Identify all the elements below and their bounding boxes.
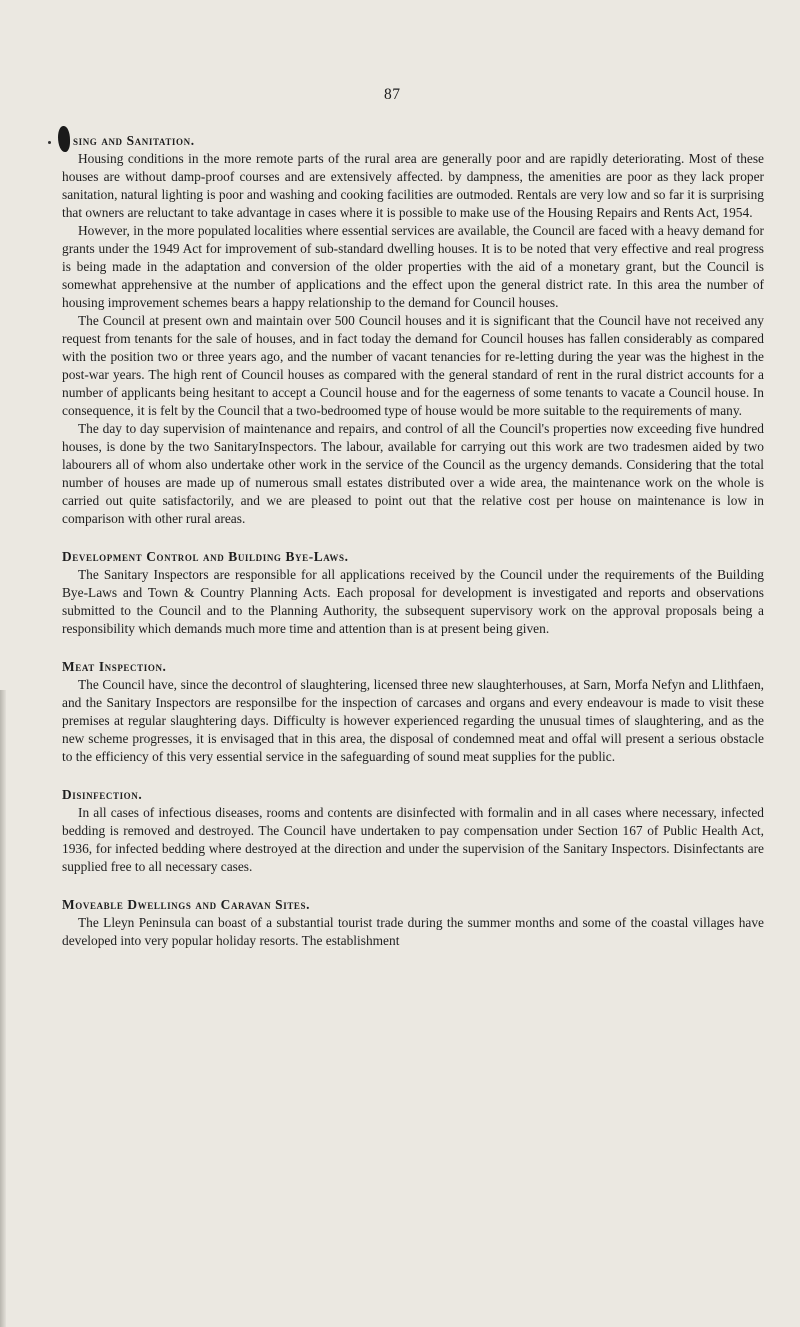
paragraph: The Lleyn Peninsula can boast of a substantial tourist trade during the summer months and some of the coastal villages have developed into very popular holiday resorts. The establishment [62, 915, 764, 948]
section-disinfection [62, 786, 764, 876]
section-heading: sing and Sanitation. [62, 132, 764, 150]
paragraph: Housing conditions in the more remote parts of the rural area are generally poor and are rapidly deteriorating. Most of these houses are without damp-proof courses and are extensively affected. by dampness, the amenities are poor as they lack proper sanitation, natural lighting is poor and washing and cooking facilities are outmoded. Rentals are very low and so far it is surprising that owners are reluctant to take advantage in cases where it is possible to make use of the Housing Repairs and Rents Act, 1954. [62, 151, 764, 220]
section-meat-inspection [62, 658, 764, 766]
section-heading: Disinfection. [62, 787, 143, 802]
section-heading: Meat Inspection. [62, 659, 167, 674]
paragraph: The Council have, since the decontrol of slaughtering, licensed three new slaughterhouses, at Sarn, Morfa Nefyn and Llithfaen, and the Sanitary Inspectors are responsilbe for the inspection of carcases and organs and every endeavour is made to visit these premises at regular slaughtering days. Difficulty is however experienced regarding the unusual times of slaughtering, and as the new scheme progresses, it is envisaged that in this area, the disposal of condemned meat and offal will present a serious obstacle to the efficiency of this very essential service in the safeguarding of sound meat supplies for the public. [62, 677, 764, 764]
paragraph: The Council at present own and maintain over 500 Council houses and it is significant that the Council have not received any request from tenants for the sale of houses, and in fact today the demand for Council houses has fallen considerably as compared with the position two or three years ago, and the number of vacant tenancies for re-letting during the year was the highest in the post-war years. The high rent of Council houses as compared with the general standard of rent in the rural district accounts for a number of applicants being hesitant to accept a Council house and for the eagerness of some tenants to vacate a Council house. In consequence, it is felt by the Council that a two-bedroomed type of house would be more suitable to the requirements of many. [62, 313, 764, 418]
paragraph: The Sanitary Inspectors are responsible for all applications received by the Council under the requirements of the Building Bye-Laws and Town & Country Planning Acts. Each proposal for development is investigated and reports and observations submitted to the Council and to the Planning Authority, the subsequent supervisory work on the approval proposals being a responsibility which demands much more time and attention than is at present being given. [62, 567, 764, 636]
ink-blot [58, 126, 70, 152]
document-body [62, 132, 764, 950]
ink-dot [48, 141, 51, 144]
paragraph: However, in the more populated localities where essential services are available, the Council are faced with a heavy demand for grants under the 1949 Act for improvement of sub-standard dwelling houses. It is to be noted that very effective and real progress is being made in the adaptation and conversion of the older properties with the aid of a monetary grant, but the Council is somewhat apprehensive at the number of applications and the effect upon the general district rate. In this area the number of housing improvement schemes bears a happy relationship to the demand for Council houses. [62, 223, 764, 310]
section-heading: Moveable Dwellings and Caravan Sites. [62, 897, 311, 912]
section-heading: Development Control and Building Bye-Laws. [62, 549, 349, 564]
section-housing [62, 132, 764, 528]
section-moveable-dwellings [62, 896, 764, 950]
page-number: 87 [384, 86, 401, 103]
section-development-control [62, 548, 764, 638]
page-edge-shadow [0, 690, 6, 1327]
paragraph: The day to day supervision of maintenance and repairs, and control of all the Council's properties now exceeding five hundred houses, is done by the two SanitaryInspectors. The labour, available for carrying out this work are two tradesmen aided by two labourers all of whom also undertake other work in the service of the Council as the urgency demands. Considering that the total number of houses are made up of numerous small estates distributed over a wide area, the maintenance work on the whole is carried out quite satisfactorily, and we are pleased to point out that the relative cost per house on maintenance is low in comparison with other rural areas. [62, 421, 764, 526]
paragraph: In all cases of infectious diseases, rooms and contents are disinfected with formalin and in all cases where necessary, infected bedding is removed and destroyed. The Council have undertaken to pay compensation under Section 167 of Public Health Act, 1936, for infected bedding where destroyed at the direction and under the supervision of the Sanitary Inspectors. Disinfectants are supplied free to all necessary cases. [62, 805, 764, 874]
